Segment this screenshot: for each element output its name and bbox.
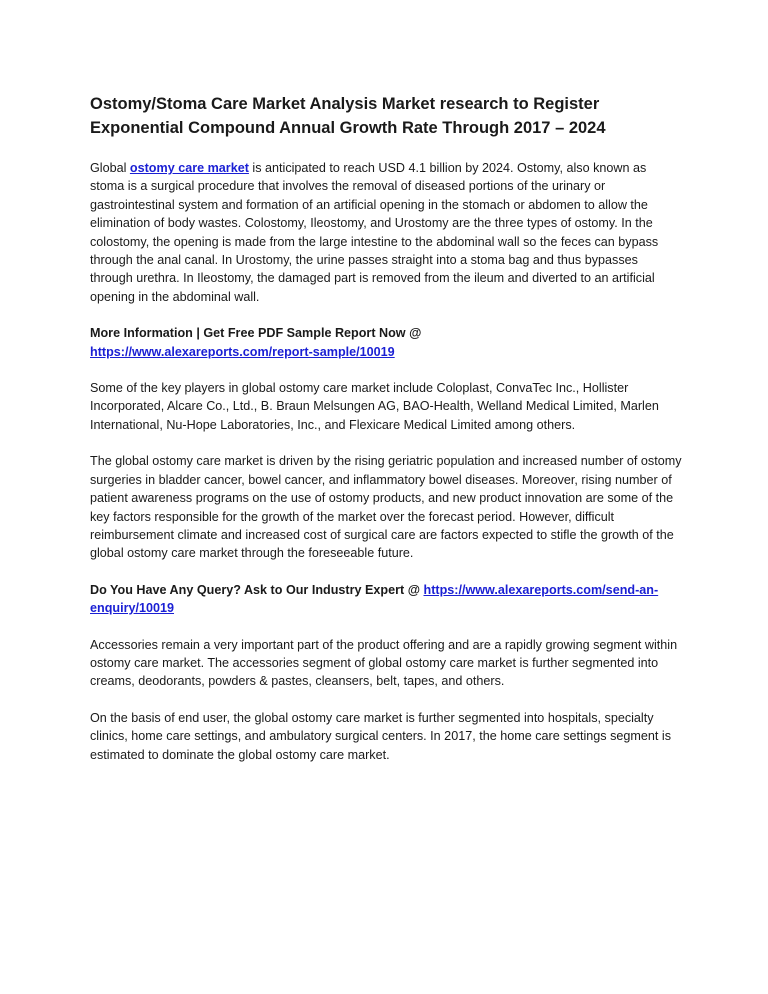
- enquiry-link[interactable]: https://www.alexareports.com/send-an-enquiry/10019: [90, 582, 659, 616]
- intro-paragraph: [90, 159, 682, 306]
- document-page: [90, 92, 682, 782]
- query-label: Do You Have Any Query? Ask to Our Industry Expert @: [90, 582, 424, 597]
- sample-report-link[interactable]: https://www.alexareports.com/report-sample/10019: [90, 344, 395, 359]
- end-user-paragraph: On the basis of end user, the global ostomy care market is further segmented into hospitals, specialty clinics, home care settings, and ambulatory surgical centers. In 2017, the home care settings segment is estimated to dominate the global ostomy care market.: [90, 710, 672, 762]
- page-title: Ostomy/Stoma Care Market Analysis Market research to Register Exponential Compound Annual Growth Rate Through 2017 – 2024: [90, 95, 606, 137]
- ostomy-care-market-link[interactable]: ostomy care market: [129, 161, 249, 175]
- more-info-paragraph: [90, 324, 682, 361]
- intro-rest: is anticipated to reach USD 4.1 billion by 2024. Ostomy, also known as stoma is a surgical procedure that involves the removal of diseased portions of the urinary or gastrointestinal system and formation of an artificial opening in the stomach or abdomen to allow the elimination of body wastes. Colostomy, Ileostomy, and Urostomy are the three types of ostomy. In the colostomy, the opening is made from the large intestine to the abdominal wall so the feces can bypass through the anal canal. In Urostomy, the urine passes straight into a stoma bag and thus bypasses through urethra. In Ileostomy, the damaged part is removed from the ileum and diverted to an artificial opening in the abdominal wall.: [90, 161, 659, 304]
- more-info-label: More Information | Get Free PDF Sample Report Now @: [90, 326, 422, 341]
- key-players-paragraph: Some of the key players in global ostomy care market include Coloplast, ConvaTec Inc., Hollister Incorporated, Alcare Co., Ltd., B. Braun Melsungen AG, BAO-Health, Welland Medical Limited, Marlen International, Nu-Hope Laboratories, Inc., and Flexicare Medical Limited among others.: [90, 381, 659, 432]
- query-paragraph: [90, 581, 682, 618]
- accessories-paragraph: Accessories remain a very important part of the product offering and are a rapidly growing segment within ostomy care market. The accessories segment of global ostomy care market is further segmented into creams, deodorants, powders & pastes, cleansers, belt, tapes, and others.: [90, 637, 678, 689]
- market-drivers-paragraph: The global ostomy care market is driven by the rising geriatric population and increased number of ostomy surgeries in bladder cancer, bowel cancer, and inflammatory bowel diseases. Moreover, rising number of patient awareness programs on the use of ostomy products, and new product innovation are some of the key factors responsible for the growth of the market over the forecast period. However, difficult reimbursement climate and increased cost of surgical care are factors expected to stifle the growth of the global ostomy care market through the foreseeable future.: [90, 454, 682, 561]
- intro-lead: Global: [90, 161, 130, 175]
